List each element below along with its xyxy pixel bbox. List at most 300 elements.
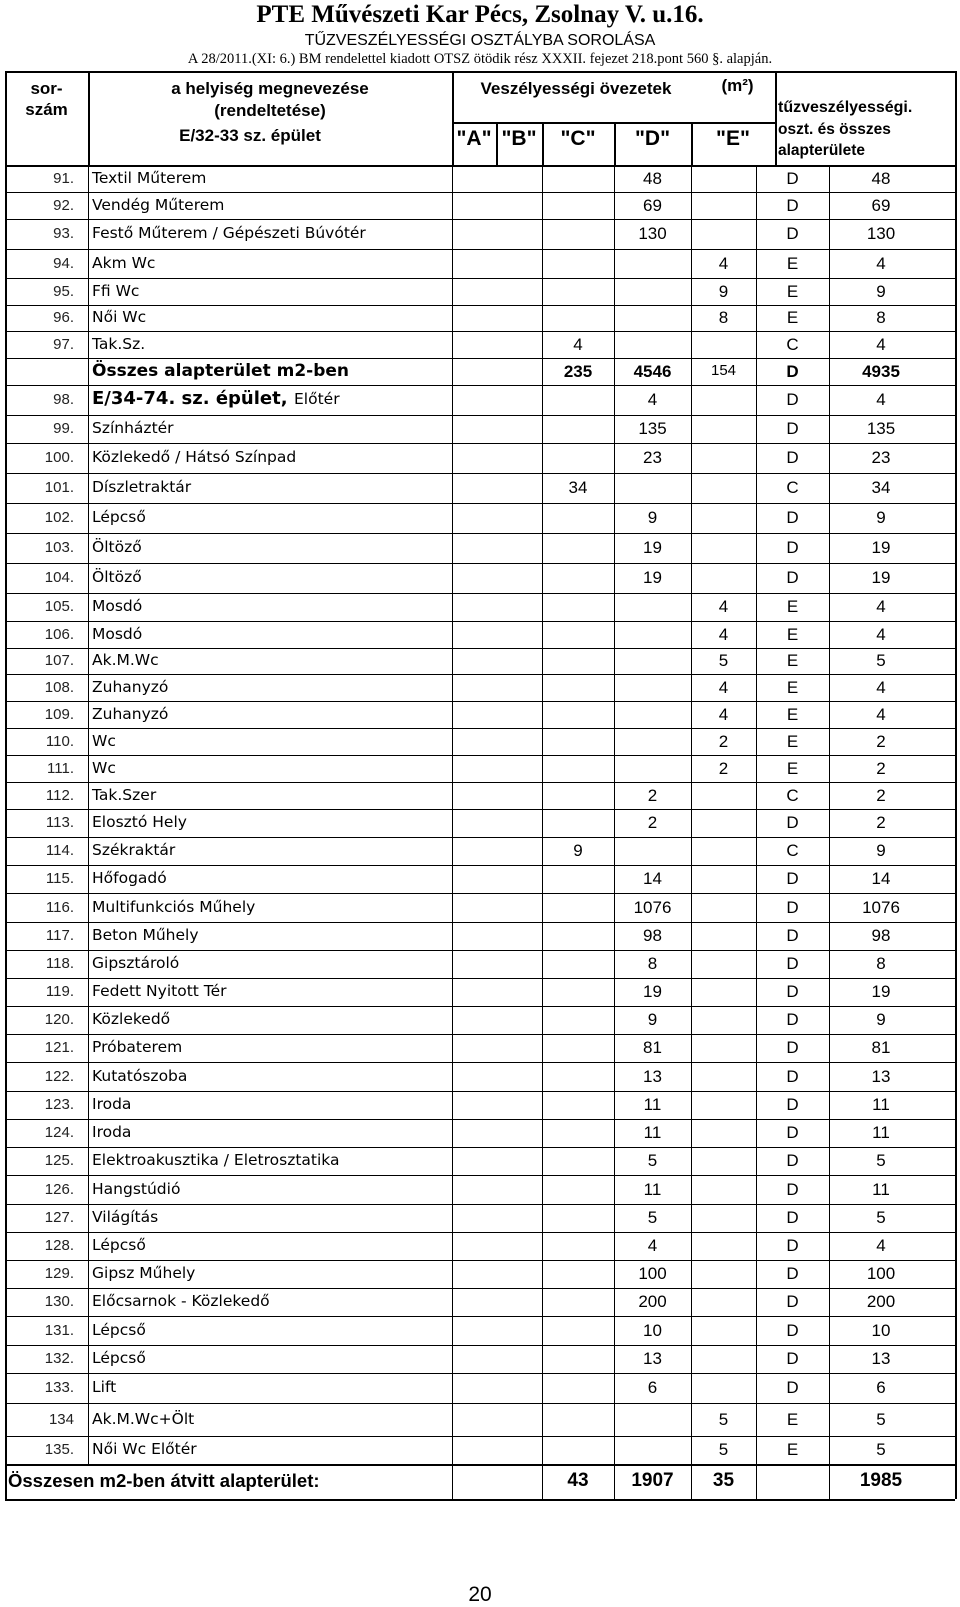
footer-zone-c-total: 43 xyxy=(567,1470,589,1491)
grid-line xyxy=(5,1345,955,1346)
row-total-area: 23 xyxy=(871,448,891,467)
grid-line xyxy=(88,728,89,755)
grid-line xyxy=(452,950,453,978)
grid-line xyxy=(452,893,453,922)
row-number: 117. xyxy=(45,927,74,944)
row-zone-e-area: 154 xyxy=(710,362,737,379)
grid-line xyxy=(542,1373,543,1403)
row-fire-class: D xyxy=(786,1095,799,1114)
grid-line xyxy=(5,533,955,534)
grid-line xyxy=(614,593,615,621)
row-number: 93. xyxy=(53,225,74,242)
grid-line xyxy=(88,1119,89,1147)
grid-line xyxy=(542,674,543,701)
row-total-area: 13 xyxy=(871,1067,891,1086)
grid-line xyxy=(691,415,692,443)
grid-line xyxy=(542,533,543,563)
grid-line xyxy=(691,1260,692,1288)
row-room-name: Ak.M.Wc xyxy=(92,651,159,669)
column-header-number: szám xyxy=(25,100,68,119)
grid-line xyxy=(542,1091,543,1119)
row-number: 105. xyxy=(44,598,74,615)
grid-line xyxy=(542,1232,543,1260)
grid-line xyxy=(691,893,692,922)
row-room-name: Előcsarnok - Közlekedő xyxy=(92,1292,270,1310)
grid-line xyxy=(88,165,89,192)
row-number: 135. xyxy=(44,1441,74,1458)
row-number: 133. xyxy=(44,1379,74,1396)
row-number: 100. xyxy=(44,449,74,466)
grid-line xyxy=(614,278,615,305)
grid-line xyxy=(542,165,543,192)
row-total-area: 100 xyxy=(866,1264,896,1283)
grid-line xyxy=(691,950,692,978)
row-number: 122. xyxy=(44,1068,74,1085)
grid-line xyxy=(5,648,955,649)
grid-line xyxy=(5,1373,955,1374)
row-fire-class: D xyxy=(786,898,799,917)
row-number: 125. xyxy=(44,1152,74,1169)
row-room-name: Ffi Wc xyxy=(92,282,140,300)
grid-line xyxy=(542,728,543,755)
row-zone-e-area: 2 xyxy=(718,759,729,778)
grid-line xyxy=(88,192,89,219)
grid-line xyxy=(5,782,955,783)
row-number: 132. xyxy=(44,1350,74,1367)
row-number: 128. xyxy=(44,1237,74,1254)
grid-line xyxy=(452,533,453,563)
row-fire-class: D xyxy=(786,224,799,243)
grid-line xyxy=(542,1316,543,1345)
grid-line xyxy=(5,563,955,564)
grid-line xyxy=(88,1288,89,1316)
row-zone-d-area: 5 xyxy=(647,1151,658,1170)
grid-line xyxy=(5,701,955,702)
row-number: 118. xyxy=(45,955,74,972)
row-number: 98. xyxy=(53,391,74,408)
grid-line xyxy=(88,219,89,249)
grid-line xyxy=(452,701,453,728)
row-fire-class: D xyxy=(786,568,799,587)
footer-zone-e-total: 35 xyxy=(712,1470,735,1491)
row-total-area: 6 xyxy=(876,1378,886,1397)
grid-line xyxy=(5,1232,955,1233)
row-zone-c-area: 4 xyxy=(573,335,583,354)
grid-line xyxy=(452,473,453,503)
grid-line xyxy=(5,1288,955,1289)
regulation-reference: A 28/2011.(XI: 6.) BM rendelettel kiadott OTSZ ötödik rész XXXII. fejezet 218.pont 560 §. alapján. xyxy=(187,51,773,67)
grid-line xyxy=(614,674,615,701)
grid-line xyxy=(614,648,615,674)
grid-line xyxy=(542,978,543,1006)
row-number: 116. xyxy=(45,899,74,916)
grid-line xyxy=(614,755,615,782)
grid-line xyxy=(5,192,955,193)
row-total-area: 69 xyxy=(871,196,891,215)
grid-line xyxy=(691,563,692,593)
row-fire-class: D xyxy=(786,538,799,557)
row-fire-class: D xyxy=(786,1010,799,1029)
grid-line xyxy=(542,503,543,533)
row-fire-class: E xyxy=(786,705,799,724)
row-zone-d-area: 19 xyxy=(643,982,662,1001)
grid-line xyxy=(452,1175,453,1204)
row-number: 99. xyxy=(53,420,74,437)
grid-line xyxy=(955,71,957,1499)
row-fire-class: C xyxy=(786,786,799,805)
grid-line xyxy=(452,621,453,648)
row-total-area: 8 xyxy=(876,308,886,327)
grid-line xyxy=(452,978,453,1006)
grid-line xyxy=(5,755,955,756)
row-zone-d-area: 23 xyxy=(643,448,662,467)
grid-line xyxy=(691,443,692,473)
grid-line xyxy=(542,1260,543,1288)
row-number: 107. xyxy=(44,652,74,669)
row-zone-d-area: 11 xyxy=(643,1123,662,1142)
grid-line xyxy=(452,219,453,249)
row-number: 111. xyxy=(47,760,74,777)
row-zone-d-area: 9 xyxy=(647,1010,658,1029)
row-number: 123. xyxy=(44,1096,74,1113)
grid-line xyxy=(542,443,543,473)
row-room-name: Tak.Sz. xyxy=(92,335,146,353)
grid-line xyxy=(5,837,955,838)
grid-line xyxy=(5,71,955,73)
grid-line xyxy=(88,922,89,950)
row-room-name: Ak.M.Wc+Ölt xyxy=(92,1410,195,1428)
row-zone-d-area: 2 xyxy=(647,813,658,832)
grid-line xyxy=(5,1260,955,1261)
column-header-zone-d: "D" xyxy=(634,127,671,150)
row-total-area: 19 xyxy=(871,538,891,557)
row-fire-class: D xyxy=(786,1067,799,1086)
grid-line xyxy=(5,1034,955,1035)
row-zone-d-area: 10 xyxy=(643,1321,662,1340)
grid-line xyxy=(691,1204,692,1232)
row-room-name: Zuhanyzó xyxy=(92,678,169,696)
grid-line xyxy=(88,837,89,865)
column-header-class: oszt. és összes xyxy=(778,121,891,138)
grid-line xyxy=(452,922,453,950)
grid-line xyxy=(88,674,89,701)
grid-line xyxy=(452,1316,453,1345)
grid-line xyxy=(88,893,89,922)
row-fire-class: C xyxy=(786,478,799,497)
row-fire-class: E xyxy=(786,282,799,301)
document-title: PTE Művészeti Kar Pécs, Zsolnay V. u.16. xyxy=(256,1,704,28)
row-number: 104. xyxy=(44,569,74,586)
row-room-name: Gipsz Műhely xyxy=(92,1264,196,1282)
grid-line xyxy=(88,563,89,593)
grid-line xyxy=(452,1204,453,1232)
grid-line xyxy=(452,1345,453,1373)
row-total-area: 4 xyxy=(876,597,886,616)
row-fire-class: D xyxy=(786,1378,799,1397)
row-fire-class: D xyxy=(786,448,799,467)
grid-line xyxy=(542,249,543,278)
column-header-class: alapterülete xyxy=(778,142,866,159)
row-zone-e-area: 4 xyxy=(718,705,729,724)
grid-line xyxy=(88,1034,89,1062)
row-number: 109. xyxy=(44,706,74,723)
row-total-area: 2 xyxy=(876,759,886,778)
grid-line xyxy=(691,533,692,563)
grid-line xyxy=(5,1316,955,1317)
grid-line xyxy=(542,1006,543,1034)
column-header-zones: Veszélyességi övezetek xyxy=(480,79,672,98)
grid-line xyxy=(614,305,615,331)
row-number: 95. xyxy=(53,283,74,300)
row-total-area: 11 xyxy=(872,1123,890,1142)
row-fire-class: E xyxy=(786,651,799,670)
row-number: 106. xyxy=(44,626,74,643)
row-fire-class: E xyxy=(786,1440,799,1459)
row-fire-class: D xyxy=(786,1321,799,1340)
row-room-name: Közlekedő / Hátsó Színpad xyxy=(92,448,297,466)
grid-line xyxy=(452,249,453,278)
row-room-name: Iroda xyxy=(92,1095,132,1113)
grid-line xyxy=(88,1204,89,1232)
grid-line xyxy=(542,593,543,621)
grid-line xyxy=(691,1147,692,1175)
row-fire-class: D xyxy=(786,982,799,1001)
grid-line xyxy=(691,219,692,249)
row-zone-d-area: 135 xyxy=(638,419,667,438)
grid-line xyxy=(88,755,89,782)
row-total-area: 5 xyxy=(876,1440,886,1459)
grid-line xyxy=(614,701,615,728)
row-total-area: 130 xyxy=(866,224,896,243)
grid-line xyxy=(542,922,543,950)
row-zone-d-area: 8 xyxy=(647,954,658,973)
grid-line xyxy=(452,385,453,415)
row-total-area: 8 xyxy=(876,954,886,973)
row-number: 121. xyxy=(44,1039,74,1056)
row-total-area: 9 xyxy=(876,1010,886,1029)
row-room-name: Székraktár xyxy=(92,841,176,859)
row-number: 134 xyxy=(48,1411,74,1428)
grid-line xyxy=(452,331,453,358)
row-room-name: Gipsztároló xyxy=(92,954,180,972)
grid-line xyxy=(88,305,89,331)
grid-line xyxy=(756,1464,757,1499)
row-number: 91. xyxy=(53,170,74,187)
page-number: 20 xyxy=(468,1583,492,1606)
grid-line xyxy=(452,1288,453,1316)
row-fire-class: E xyxy=(786,759,799,778)
row-total-area: 4 xyxy=(876,625,886,644)
grid-line xyxy=(542,950,543,978)
grid-line xyxy=(542,192,543,219)
grid-line xyxy=(452,1091,453,1119)
row-room-name: Öltöző xyxy=(92,538,142,556)
grid-line xyxy=(5,621,955,622)
row-number: 96. xyxy=(53,309,74,326)
row-total-area: 4 xyxy=(876,254,886,273)
row-room-name: Lépcső xyxy=(92,1349,146,1367)
grid-line xyxy=(5,358,955,359)
row-fire-class: E xyxy=(786,254,799,273)
row-room-name: Textil Műterem xyxy=(92,169,207,187)
grid-line xyxy=(5,219,955,220)
column-header-unit: (m²) xyxy=(721,76,754,95)
grid-line xyxy=(452,305,453,331)
grid-line xyxy=(5,674,955,675)
row-room-name-suffix: Előtér xyxy=(294,390,340,408)
row-total-area: 19 xyxy=(871,568,891,587)
grid-line xyxy=(452,358,453,385)
row-number: 102. xyxy=(44,509,74,526)
grid-line xyxy=(775,71,777,165)
row-zone-e-area: 5 xyxy=(718,1410,729,1429)
grid-line xyxy=(88,1260,89,1288)
grid-line xyxy=(452,728,453,755)
grid-line xyxy=(88,385,89,415)
grid-line xyxy=(5,1204,955,1205)
grid-line xyxy=(5,1006,955,1007)
grid-line xyxy=(691,782,692,809)
grid-line xyxy=(542,782,543,809)
grid-line xyxy=(542,1175,543,1204)
grid-line xyxy=(88,1316,89,1345)
grid-line xyxy=(88,533,89,563)
grid-line xyxy=(452,1464,453,1499)
grid-line xyxy=(5,893,955,894)
row-room-name: Világítás xyxy=(92,1208,159,1226)
row-room-name: Elektroakusztika / Eletrosztatika xyxy=(92,1151,340,1169)
row-zone-e-area: 5 xyxy=(718,651,729,670)
grid-line xyxy=(452,1034,453,1062)
row-total-area: 9 xyxy=(876,508,886,527)
row-fire-class: D xyxy=(786,1349,799,1368)
row-room-name: Akm Wc xyxy=(92,254,156,272)
grid-line xyxy=(614,249,615,278)
row-room-name: E/34-74. sz. épület, xyxy=(92,388,288,409)
row-zone-d-area: 100 xyxy=(638,1264,667,1283)
grid-line xyxy=(5,443,955,444)
grid-line xyxy=(452,443,453,473)
column-header-name: a helyiség megnevezése xyxy=(171,79,369,98)
row-number: 103. xyxy=(44,539,74,556)
grid-line xyxy=(542,701,543,728)
row-room-name: Öltöző xyxy=(92,568,142,586)
grid-line xyxy=(5,978,955,979)
row-number: 129. xyxy=(44,1265,74,1282)
grid-line xyxy=(88,331,89,358)
row-fire-class: C xyxy=(786,335,799,354)
row-room-name: Hangstúdió xyxy=(92,1180,181,1198)
row-room-name: Lépcső xyxy=(92,508,146,526)
row-fire-class: D xyxy=(786,869,799,888)
footer-zone-d-total: 1907 xyxy=(631,1470,674,1491)
row-fire-class: D xyxy=(786,1236,799,1255)
grid-line xyxy=(88,1232,89,1260)
grid-line xyxy=(88,978,89,1006)
grid-line xyxy=(88,1373,89,1403)
row-total-area: 2 xyxy=(876,732,886,751)
grid-line xyxy=(691,809,692,837)
grid-line xyxy=(542,415,543,443)
row-total-area: 13 xyxy=(871,1349,891,1368)
row-total-area: 9 xyxy=(876,282,886,301)
grid-line xyxy=(5,950,955,951)
row-zone-d-area: 9 xyxy=(647,508,658,527)
row-zone-d-area: 19 xyxy=(643,538,662,557)
row-fire-class: E xyxy=(786,625,799,644)
grid-line xyxy=(88,701,89,728)
grid-line xyxy=(5,809,955,810)
grid-line xyxy=(691,473,692,503)
row-total-area: 19 xyxy=(871,982,891,1001)
grid-line xyxy=(542,1062,543,1091)
row-room-name: Fedett Nyitott Tér xyxy=(92,982,227,1000)
column-header-building: E/32-33 sz. épület xyxy=(179,126,321,145)
row-room-name: Tak.Szer xyxy=(92,786,157,804)
row-total-area: 4 xyxy=(876,390,886,409)
grid-line xyxy=(88,249,89,278)
grid-line xyxy=(542,621,543,648)
column-header-class: tűzveszélyességi. xyxy=(778,99,913,116)
row-fire-class: D xyxy=(786,362,799,381)
grid-line xyxy=(452,192,453,219)
grid-line xyxy=(5,249,955,250)
row-room-name: Mosdó xyxy=(92,597,143,615)
grid-line xyxy=(614,331,615,358)
grid-line xyxy=(5,1464,955,1466)
grid-line xyxy=(691,192,692,219)
row-fire-class: E xyxy=(786,678,799,697)
grid-line xyxy=(542,563,543,593)
row-room-name: Hőfogadó xyxy=(92,869,167,887)
grid-line xyxy=(88,950,89,978)
grid-line xyxy=(691,922,692,950)
grid-line xyxy=(542,1204,543,1232)
row-room-name: Festő Műterem / Gépészeti Búvótér xyxy=(92,224,366,242)
row-room-name: Wc xyxy=(92,732,116,750)
grid-line xyxy=(452,674,453,701)
grid-line xyxy=(88,782,89,809)
grid-line xyxy=(542,865,543,893)
row-room-name: Mosdó xyxy=(92,625,143,643)
grid-line xyxy=(452,415,453,443)
grid-line xyxy=(691,837,692,865)
grid-line xyxy=(614,473,615,503)
row-total-area: 4935 xyxy=(862,362,900,381)
grid-line xyxy=(542,1345,543,1373)
grid-line xyxy=(88,358,89,385)
grid-line xyxy=(542,1034,543,1062)
grid-line xyxy=(452,1373,453,1403)
row-total-area: 4 xyxy=(876,1236,886,1255)
grid-line xyxy=(691,1034,692,1062)
grid-line xyxy=(691,978,692,1006)
grid-line xyxy=(542,1403,543,1436)
column-header-zone-a: "A" xyxy=(456,127,492,150)
grid-line xyxy=(691,865,692,893)
row-zone-d-area: 19 xyxy=(643,568,662,587)
grid-line xyxy=(5,1119,955,1120)
grid-line xyxy=(452,1260,453,1288)
row-zone-d-area: 4 xyxy=(647,390,658,409)
row-number: 126. xyxy=(44,1181,74,1198)
column-header-zone-c: "C" xyxy=(560,127,596,150)
row-zone-c-area: 34 xyxy=(568,478,588,497)
row-total-area: 98 xyxy=(871,926,891,945)
row-fire-class: D xyxy=(786,196,799,215)
grid-line xyxy=(5,385,955,386)
row-total-area: 135 xyxy=(866,419,896,438)
